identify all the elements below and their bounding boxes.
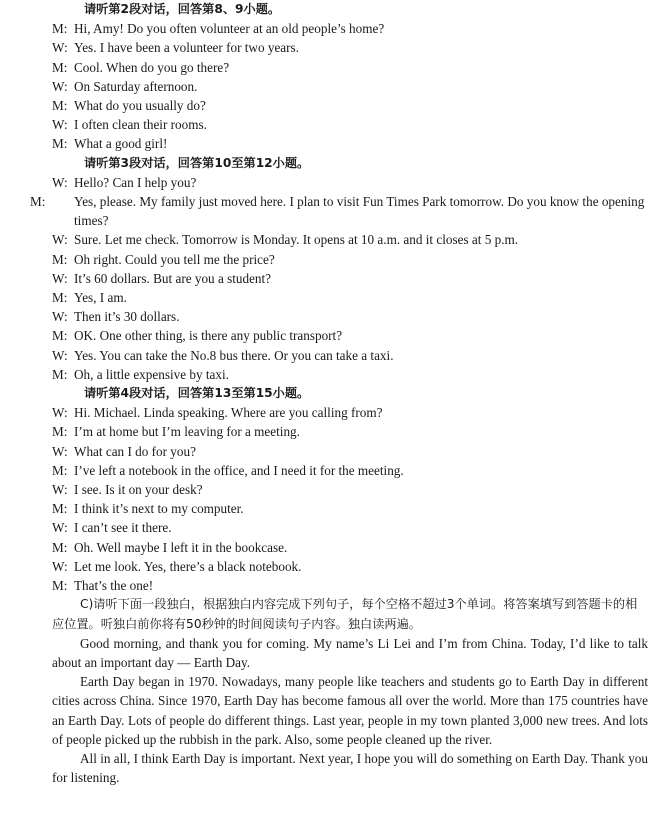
dialogue-line [52,499,648,518]
dialogue-line [30,192,648,230]
speaker-label: W: [52,558,68,574]
dialogue-line [52,288,648,307]
utterance: Sure. Let me check. Tomorrow is Monday. It opens at 10 a.m. and it closes at 5 p.m. [74,232,519,248]
speaker-label: M: [30,194,46,210]
speaker-label: M: [52,366,68,382]
speaker-label: M: [52,539,68,555]
monologue-paragraph: All in all, I think Earth Day is important. Next year, I hope you will do something on Earth Day. Thank you for listening. [52,750,648,786]
utterance: Oh. Well maybe I left it in the bookcase. [74,539,288,555]
utterance: What can I do for you? [74,443,196,459]
utterance: That’s the one! [74,578,154,594]
monologue-paragraph: Earth Day began in 1970. Nowadays, many people like teachers and students go to Earth Day in different cities across China. Since 1970, Earth Day has become famous all over the world. More than 175 countries have an Earth Day. Lots of people do different things. Last year, people in my town planted 3,000 new trees. And lots of people picked up the rubbish in the park. Also, some people cleaned up the river. [52,674,648,747]
dialogue-line [52,250,648,269]
utterance: Oh, a little expensive by taxi. [74,366,229,382]
speaker-label: M: [52,21,68,37]
dialogue-line [52,365,648,384]
monologue-paragraph: Good morning, and thank you for coming. My name’s Li Lei and I’m from China. Today, I’d like to talk about an important day — Earth Day. [52,635,648,670]
speaker-label: M: [52,98,68,114]
part-c-instruction: C)请听下面一段独白，根据独白内容完成下列句子，每个空格不超过3个单词。将答案填写到答题卡的相应位置。听独白前你将有50秒钟的时间阅读句子内容。独白读两遍。 [52,597,638,631]
section-2-heading: 请听第2段对话，回答第8、9小题。 [84,2,281,16]
speaker-label: W: [52,174,68,190]
speaker-label: W: [52,270,68,286]
dialogue-line [52,134,648,153]
speaker-label: M: [52,136,68,152]
dialogue-line [52,96,648,115]
dialogue-line [52,518,648,537]
utterance: I think it’s next to my computer. [74,501,244,517]
utterance: I’ve left a notebook in the office, and I need it for the meeting. [74,462,404,478]
dialogue-line [52,461,648,480]
utterance: Cool. When do you go there? [74,59,230,75]
speaker-label: M: [52,328,68,344]
speaker-label: M: [52,59,68,75]
dialogue-line [52,403,648,422]
dialogue-line [52,557,648,576]
dialogue-line [52,422,648,441]
utterance: Hi, Amy! Do you often volunteer at an old people’s home? [74,21,385,37]
speaker-label: W: [52,347,68,363]
utterance: Oh right. Could you tell me the price? [74,251,275,267]
utterance: OK. One other thing, is there any public transport? [74,328,343,344]
utterance: It’s 60 dollars. But are you a student? [74,270,272,286]
dialogue-line [52,230,648,249]
utterance: Then it’s 30 dollars. [74,309,180,325]
utterance: Yes, please. My family just moved here. I plan to visit Fun Times Park tomorrow. Do you know the opening times? [74,194,645,229]
speaker-label: W: [52,443,68,459]
utterance: I often clean their rooms. [74,117,207,133]
dialogue-line [52,19,648,38]
utterance: I can’t see it there. [74,520,172,536]
dialogue-line [52,442,648,461]
speaker-label: W: [52,482,68,498]
speaker-label: W: [52,78,68,94]
utterance: Hi. Michael. Linda speaking. Where are you calling from? [74,405,383,421]
utterance: Yes. You can take the No.8 bus there. Or you can take a taxi. [74,347,394,363]
monologue [52,634,648,788]
utterance: On Saturday afternoon. [74,78,198,94]
dialogue-line [52,346,648,365]
speaker-label: W: [52,40,68,56]
speaker-label: M: [52,462,68,478]
dialogue-line [52,173,648,192]
utterance: Hello? Can I help you? [74,174,197,190]
utterance: Yes. I have been a volunteer for two years. [74,40,299,56]
dialogue-line [52,38,648,57]
speaker-label: W: [52,117,68,133]
speaker-label: M: [52,501,68,517]
dialogue-line [52,576,648,595]
utterance: What a good girl! [74,136,168,152]
dialogue-line [52,538,648,557]
dialogue-line [52,326,648,345]
utterance: I see. Is it on your desk? [74,482,203,498]
speaker-label: W: [52,405,68,421]
dialogue-line [52,307,648,326]
section-4-heading: 请听第4段对话，回答第13至第15小题。 [84,386,310,401]
utterance: What do you usually do? [74,98,206,114]
section-3-heading: 请听第3段对话，回答第10至第12小题。 [84,155,310,170]
section-2-dialogue [52,19,648,153]
dialogue-line [52,77,648,96]
speaker-label: M: [52,578,68,594]
dialogue-line [52,58,648,77]
section-4-dialogue [52,403,648,595]
section-3-dialogue [30,173,648,384]
utterance: Let me look. Yes, there’s a black notebook. [74,558,302,574]
utterance: I’m at home but I’m leaving for a meeting. [74,424,300,440]
speaker-label: M: [52,251,68,267]
speaker-label: W: [52,309,68,325]
dialogue-line [52,115,648,134]
dialogue-line [52,269,648,288]
speaker-label: M: [52,424,68,440]
dialogue-line [52,480,648,499]
speaker-label: W: [52,232,68,248]
utterance: Yes, I am. [74,290,127,306]
speaker-label: W: [52,520,68,536]
speaker-label: M: [52,290,68,306]
